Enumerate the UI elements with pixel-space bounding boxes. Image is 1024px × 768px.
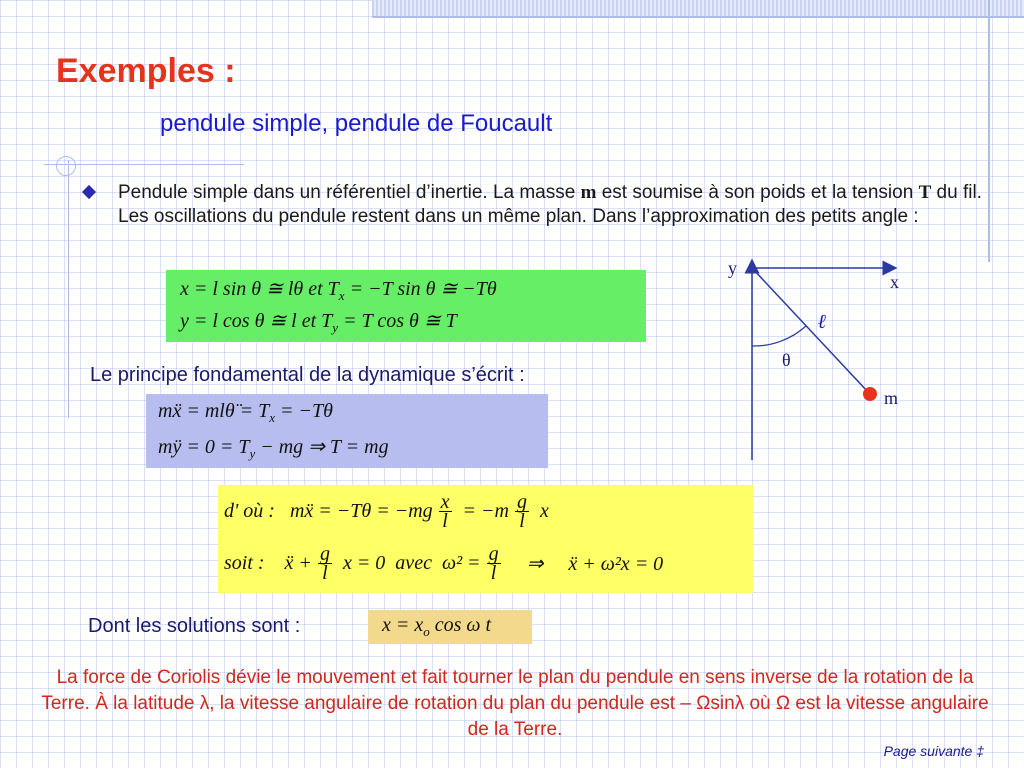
- tension-symbol: T: [918, 182, 932, 203]
- oscillator-equations: [218, 485, 753, 593]
- mass-label: m: [884, 388, 899, 408]
- bullet-diamond-icon: [82, 185, 96, 199]
- equation-x: x = l sin θ ≅ lθ et $T_x = -T$ sin θ ≅ −Tθ: [180, 278, 497, 303]
- pfd-heading: Le principe fondamental de la dynamique s’écrit :: [90, 364, 525, 386]
- decor-line-left: [68, 160, 69, 418]
- theta-arc: [752, 326, 806, 346]
- intro-text-2: est soumise à son poids et la tension: [596, 182, 919, 203]
- small-angle-equations: [166, 270, 646, 342]
- decor-crosshair: [56, 156, 76, 176]
- y-axis-label: y: [728, 258, 737, 278]
- pendulum-mass: [863, 387, 877, 401]
- pfd-equations: [146, 394, 548, 468]
- solution-equation: [368, 610, 532, 644]
- equation-y: y = l cos θ ≅ l et $T_y = T$ cos θ ≅ T: [180, 310, 457, 335]
- solution-formula: $x = x_o$ cos ω t: [382, 614, 492, 639]
- mass-symbol: m: [580, 182, 597, 203]
- slide-subtitle: pendule simple, pendule de Foucault: [160, 110, 553, 137]
- length-label: ℓ: [818, 311, 827, 333]
- coriolis-paragraph: La force de Coriolis dévie le mouvement et fait tourner le plan du pendule en sens inverse de la rotation de la Terre. À la latitude λ, la vitesse angulaire de rotation du plan du pendule est – Ωsinλ où Ω est la vitesse angulaire de la Terre.: [41, 667, 989, 740]
- intro-text-1: Pendule simple dans un référentiel d’inertie. La masse: [118, 182, 581, 203]
- theta-label: θ: [782, 350, 791, 370]
- equation-dou: d' où : mẍ = −Tθ = −mg $\frac{x}{l}$ = −m g l x: [224, 491, 549, 532]
- solutions-heading: Dont les solutions sont :: [88, 615, 301, 637]
- pfd-equation-x: mẍ = mlθ̈ = $T_x = -T\theta$: [158, 400, 333, 425]
- slide-title: Exemples :: [56, 52, 236, 90]
- pendulum-string: [752, 268, 868, 392]
- equation-soit: soit : ẍ + $\frac{g}{l}$ x = 0 avec ω² = $\frac{g}{l}$ ⇒ ẍ + ω²x = 0: [224, 543, 664, 584]
- x-axis-label: x: [890, 272, 899, 292]
- top-decor-strip: [372, 0, 1024, 18]
- pfd-equation-y: mÿ = $0 = T_y$ − mg ⇒ T = mg: [158, 436, 389, 461]
- intro-text-3: du fil. Les oscillations du pendule restent dans un même plan. Dans l’approximation des petits angle :: [118, 182, 982, 227]
- next-page-link[interactable]: Page suivante ‡: [883, 743, 984, 759]
- intro-paragraph: [118, 181, 998, 229]
- pendulum-diagram: [710, 250, 920, 470]
